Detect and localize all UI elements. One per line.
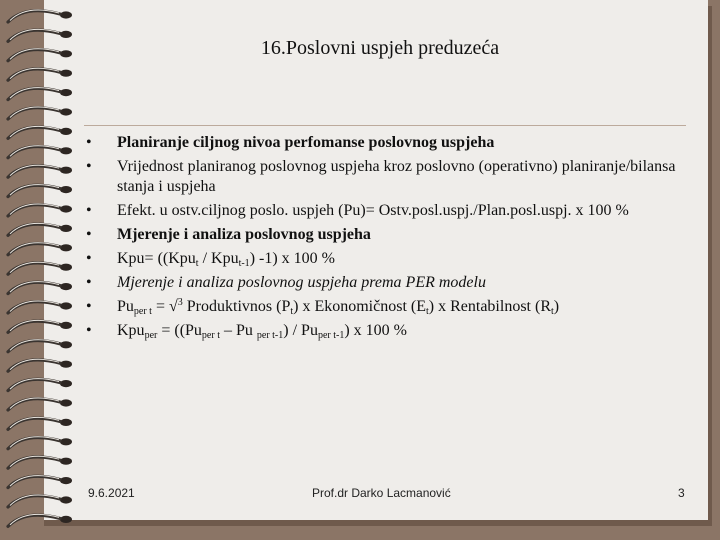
formula-part: ) x Ekonomičnost (E: [293, 298, 426, 315]
formula-part: / Kpu: [198, 250, 239, 267]
bullet-item: [82, 133, 702, 153]
formula-part: ) x 100 %: [344, 322, 407, 339]
binding-ring: [8, 243, 72, 255]
binding-ring: [8, 88, 72, 100]
formula-subscript: t-1: [238, 258, 250, 269]
formula-subscript: per t-1: [256, 330, 284, 341]
bullet-text: Planiranje ciljnog nivoa perfomanse poslovnog uspjeha: [117, 134, 495, 151]
binding-ring: [8, 301, 72, 313]
binding-ring: [8, 495, 72, 507]
formula-part: ) / Pu: [283, 322, 318, 339]
formula-part: ): [553, 298, 560, 315]
formula-part: Kpu= ((Kpu: [117, 250, 196, 267]
formula-part: = ((Pu: [157, 322, 202, 339]
formula-part: ) x Rentabilnost (R: [428, 298, 551, 315]
bullet-item: [82, 157, 702, 197]
formula-kpu-per: [117, 322, 407, 339]
binding-ring: [8, 107, 72, 119]
formula-part: = √: [151, 298, 178, 315]
binding-ring: [8, 417, 72, 429]
binding-ring: [8, 10, 72, 22]
formula-part: ) -1) x 100 %: [249, 250, 335, 267]
bullet-marker: •: [86, 298, 92, 315]
bullet-item: [82, 273, 702, 293]
bullet-marker: •: [86, 158, 92, 175]
formula-subscript: per t-1: [317, 330, 345, 341]
formula-subscript: t: [195, 258, 199, 269]
binding-ring: [8, 320, 72, 332]
bullet-item: [82, 225, 702, 245]
bullet-marker: •: [86, 322, 92, 339]
bullet-list: [82, 133, 702, 345]
binding-ring: [8, 359, 72, 371]
formula-part: Pu: [117, 298, 134, 315]
bullet-text: Mjerenje i analiza poslovnog uspjeha: [117, 226, 371, 243]
binding-ring: [8, 379, 72, 391]
slide-title: 16.Poslovni uspjeh preduzeća: [260, 37, 500, 59]
formula-subscript: per t: [201, 330, 220, 341]
bullet-text: Efekt. u ostv.ciljnog poslo. uspjeh (Pu)= Ostv.posl.uspj./Plan.posl.uspj. x 100 %: [117, 202, 629, 219]
bullet-item: [82, 201, 702, 221]
binding-ring: [8, 146, 72, 158]
formula-part: Kpu: [117, 322, 145, 339]
formula-subscript: t: [551, 306, 554, 317]
binding-ring: [8, 456, 72, 468]
formula-subscript: t: [290, 306, 294, 317]
binding-ring: [8, 514, 72, 526]
binding-ring: [8, 282, 72, 294]
bullet-text: Mjerenje i analiza poslovnog uspjeha prema PER modelu: [117, 274, 486, 291]
formula-part: – Pu: [219, 322, 257, 339]
binding-ring: [8, 398, 72, 410]
bullet-text: Vrijednost planiranog poslovnog uspjeha kroz poslovno (operativno) planiranje/bilansa stanja i uspjeha: [117, 158, 676, 195]
footer-page-number: 3: [678, 486, 685, 500]
title-divider: [84, 125, 686, 126]
formula-kpu: [117, 250, 335, 267]
bullet-marker: •: [86, 250, 92, 267]
binding-ring: [8, 262, 72, 274]
formula-part: Produktivnos (P: [182, 298, 291, 315]
binding-ring: [8, 340, 72, 352]
bullet-item: [82, 249, 702, 269]
binding-ring: [8, 223, 72, 235]
binding-ring: [8, 126, 72, 138]
formula-superscript: 3: [177, 297, 183, 308]
binding-ring: [8, 185, 72, 197]
bullet-item: [82, 297, 702, 317]
bullet-marker: •: [86, 202, 92, 219]
footer-author: Prof.dr Darko Lacmanović: [312, 486, 451, 500]
formula-pu-per: [117, 298, 559, 315]
formula-subscript: per: [144, 330, 158, 341]
spiral-binding: [0, 0, 80, 540]
formula-subscript: t: [426, 306, 429, 317]
bullet-marker: •: [86, 134, 92, 151]
binding-ring: [8, 476, 72, 488]
bullet-item: [82, 321, 702, 341]
binding-ring: [8, 204, 72, 216]
binding-ring: [8, 165, 72, 177]
binding-ring: [8, 437, 72, 449]
bullet-marker: •: [86, 274, 92, 291]
footer-date: 9.6.2021: [88, 486, 135, 500]
binding-ring: [8, 68, 72, 80]
bullet-marker: •: [86, 226, 92, 243]
formula-subscript: per t: [133, 306, 152, 317]
